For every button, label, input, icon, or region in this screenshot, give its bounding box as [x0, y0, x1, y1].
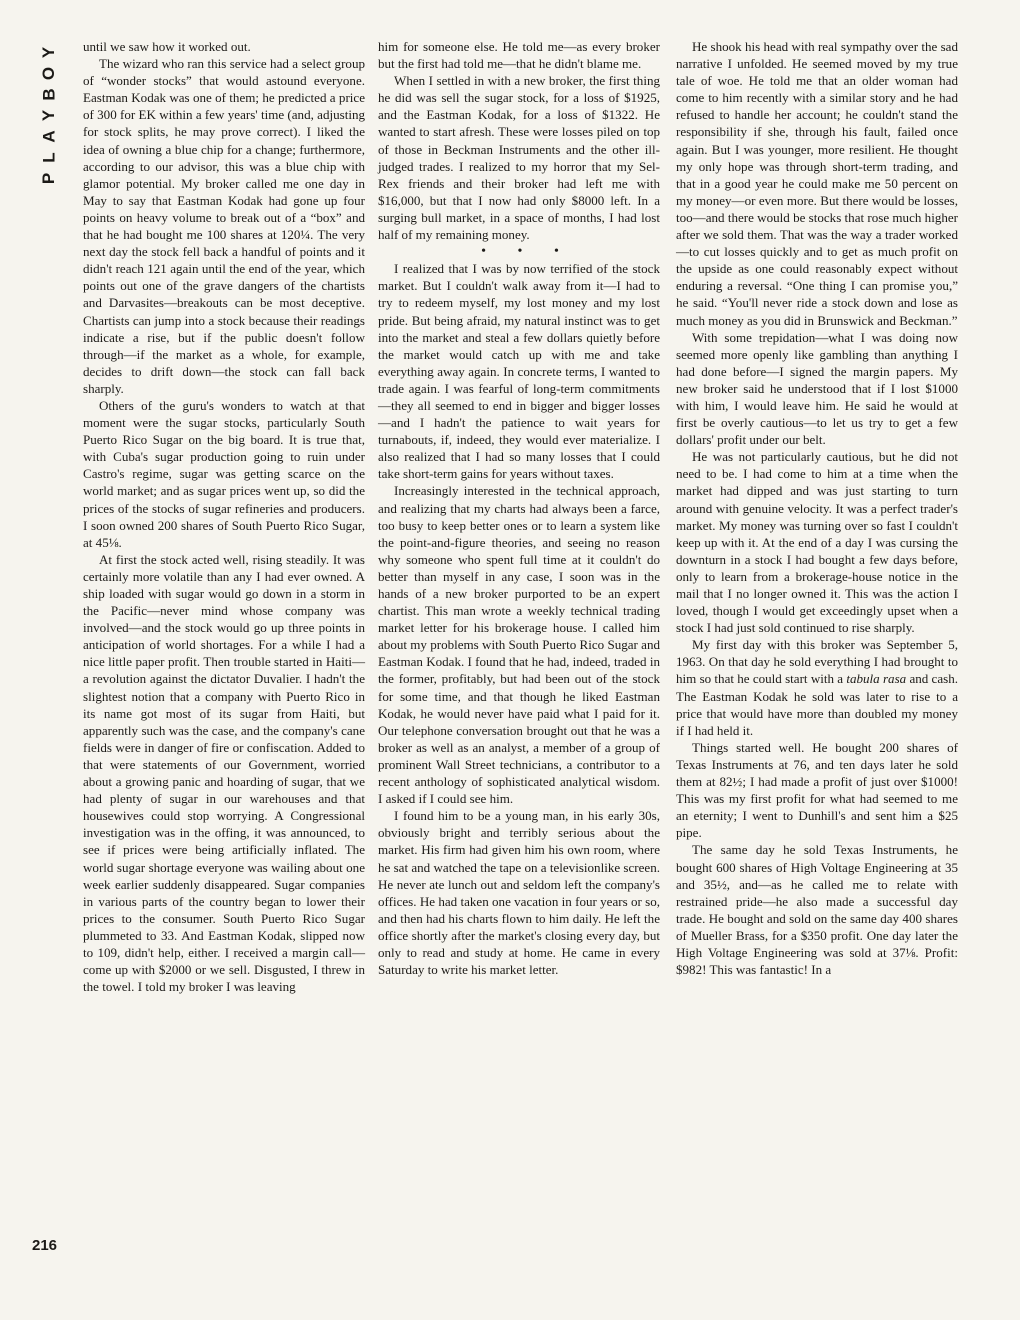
masthead-letter: Y [39, 46, 59, 59]
paragraph: The same day he sold Texas Instruments, he bought 600 shares of High Voltage Engineering at 35 and 35½, and—as he called me to relate with restrained pride—he also made a successful day trade. He bought and sold on the same day 400 shares of Mueller Brass, for a $350 profit. One day later the High Voltage Engineering was sold at 37⅛. Profit: $982! This was fantastic! In a [676, 842, 958, 978]
italic-phrase: tabula rasa [846, 671, 907, 687]
section-separator: • • • [481, 244, 573, 260]
masthead-vertical [34, 42, 64, 189]
paragraph: until we saw how it worked out. [83, 39, 251, 54]
text-column-1 [83, 38, 365, 995]
paragraph: My first day with this broker was September 5, 1963. On that day he sold everything I had brought to him so that he could start with a tabula rasa and cash. The Eastman Kodak he sold was later to rise to a price that would have more than doubled my money if I had held it. [676, 637, 958, 738]
paragraph: The wizard who ran this service had a select group of “wonder stocks” that would astound everyone. Eastman Kodak was one of them; he predicted a price of 300 for EK within a few years' time (and, adjusting for stock splits, he may prove correct). I liked the idea of owning a blue chip for a change; furthermore, according to our advisor, this was a blue chip with glamor potential. My broker called me one day in May to say that Eastman Kodak had gone up four points on heavy volume to break out of a “box” and that he had bought me 100 shares at 120¼. The very next day the stock fell back a handful of points and it didn't reach 121 again until the end of the year, which points out one of the grave dangers of the chartists and Darvasites—breakouts can be most deceptive. Chartists can jump into a stock because their readings indicate a rise, but if the public doesn't follow through—if the market as a whole, for example, decides to drift down—the stock can fall back sharply. [83, 56, 365, 396]
masthead-letter: A [39, 130, 59, 143]
masthead-letter: L [39, 152, 59, 163]
paragraph: He shook his head with real sympathy over the sad narrative I unfolded. He seemed moved by my true tale of woe. He told me that an older woman had come to him recently with a similar story and he had refused to handle her account; he couldn't stand the responsibility if she, through his fault, failed once again. But I was younger, more resilient. He thought my only hope was through short-term trading, and that in a good year he could make me 50 percent on my money—or even more. But there would be losses, too—and there would be stocks that rose much higher after we sold them. That was the way a trader worked—to cut losses quickly and to get as much profit on the upside as one could reasonably expect without enduring a reversal. “One thing I can promise you,” he said. “You'll never ride a stock down and lose as much money as you did in Brunswick and Beckman.” [676, 39, 958, 328]
paragraph: Things started well. He bought 200 shares of Texas Instruments at 76, and ten days later he sold them at 82½; I had made a profit of just over $1000! This was my first profit for what had seemed to me an eternity; I went to Dunhill's and sent him a $25 pipe. [676, 739, 958, 841]
paragraph: When I settled in with a new broker, the first thing he did was sell the sugar stock, for a loss of $1925, and the Eastman Kodak, for a loss of $1322. He wanted to start afresh. These were losses piled on top of those in Beckman Instruments and the other ill-judged trades. I realized to my horror that my Sel-Rex friends and their broker had left me with $16,000, but that I now had only $8000 left. In a surging bull market, in a space of months, I had lost half of my remaining money. [378, 73, 660, 243]
masthead-letter: B [39, 88, 59, 101]
paragraph: Increasingly interested in the technical approach, and realizing that my charts had always been a farce, too busy to keep better ones or to learn a system like the point-and-figure theories, and seeing no reason why someone who spent full time at it couldn't do better than myself in any case, I soon was in the hands of a new broker purported to be an expert chartist. This man wrote a weekly technical trading market letter for his brokerage house. I called him about my problems with South Puerto Rico Sugar and Eastman Kodak. I found that he had, indeed, traded in the former, profitably, but had been out of the stock for some time, and that though he liked Eastman Kodak, he would never have paid what I paid for it. Our telephone conversation brought out that he was a broker as well as an analyst, a member of a group of prominent Wall Street technicians, a contributor to a recent anthology of sophisticated analytical wisdom. I asked if I could see him. [378, 483, 660, 807]
text-column-2 [378, 38, 660, 978]
paragraph: Others of the guru's wonders to watch at that moment were the sugar stocks, particularly South Puerto Rico Sugar on the big board. It is true that, with Cuba's sugar production going to ruin under Castro's regime, sugar was getting scarce on the world market; and as sugar prices went up, so did the prices of the stocks of sugar refineries and producers. I soon owned 200 shares of South Puerto Rico Sugar, at 45⅛. [83, 397, 365, 550]
paragraph: He was not particularly cautious, but he did not need to be. I had come to him at a time when the market had dipped and was just starting to turn around with genuine velocity. It was a perfect trader's market. My money was turning over so fast I couldn't keep up with it. At the end of a day I was cursing the downturn in a stock I had bought a few days before, only to learn from a brokerage-house notice in the mail that I no longer owned it. This was the action I loved, though I would get exceedingly upset when a stock I had just sold continued to rise sharply. [676, 449, 958, 636]
masthead-letter: O [39, 66, 59, 81]
paragraph: I found him to be a young man, in his early 30s, obviously bright and terribly serious about the market. His firm had given him his own room, where he sat and watched the tape on a televisionlike screen. He never ate lunch out and seldom left the company's offices. He had taken one vacation in four years or so, and then had his charts flown to him daily. He left the office shortly after the market's closing every day, but only to read and study at home. He came in every Saturday to write his market letter. [378, 808, 660, 978]
masthead-letter: Y [39, 109, 59, 122]
paragraph: At first the stock acted well, rising steadily. It was certainly more volatile than any I had ever owned. A ship loaded with sugar would go down in a storm in the Pacific—never mind whose company was involved—and the stock would go up three points in anticipation of world shortages. For a while I had a nice little paper profit. Then trouble started in Haiti—a revolution against the dictator Duvalier. I hadn't the slightest notion that a company with Puerto Rico in its name got most of its sugar from Haiti, but apparently such was the case, and the company's cane fields were in danger of fire or confiscation. Added to that were statements of our Government, worried about a growing panic and hoarding of sugar, that we had plenty of sugar in our warehouses and that housewives could stop worrying. A Congressional investigation was in the offing, it was announced, to see if prices were being artificially inflated. The world sugar shortage everyone was wailing about one week earlier suddenly disappeared. Sugar companies in various parts of the country began to lower their prices to the consumer. South Puerto Rico Sugar plummeted to 33. And Eastman Kodak, slipped now to 109, didn't help, either. I received a margin call—come up with $2000 or we sell. Disgusted, I threw in the towel. I told my broker I was leaving [83, 551, 365, 995]
paragraph: With some trepidation—what I was doing now seemed more openly like gambling than anything I had done before—I signed the margin papers. My new broker said he understood that if I lost $1000 with him, I would leave him. He said he would at first be overly cautious—to let us try to get a few dollars' profit under our belt. [676, 329, 958, 448]
paragraph: him for someone else. He told me—as every broker but the first had told me—that he didn't blame me. [378, 39, 660, 72]
page-number: 216 [32, 1237, 58, 1254]
text-column-3 [676, 38, 958, 978]
masthead-letter: P [39, 172, 59, 185]
paragraph: I realized that I was by now terrified of the stock market. But I couldn't walk away from it—I had to try to redeem myself, my lost money and my lost pride. But being afraid, my natural instinct was to get into the market and steal a few dollars quietly before the market would catch up with me and take everything away again. In concrete terms, I wanted to trade again. I was fearful of long-term commitments—they all seemed to end in bigger and bigger losses—and I hadn't the patience to wait years for turnabouts, if, indeed, they would ever materialize. I also realized that I had so many losses that I could take short-term gains for years without taxes. [378, 261, 660, 482]
